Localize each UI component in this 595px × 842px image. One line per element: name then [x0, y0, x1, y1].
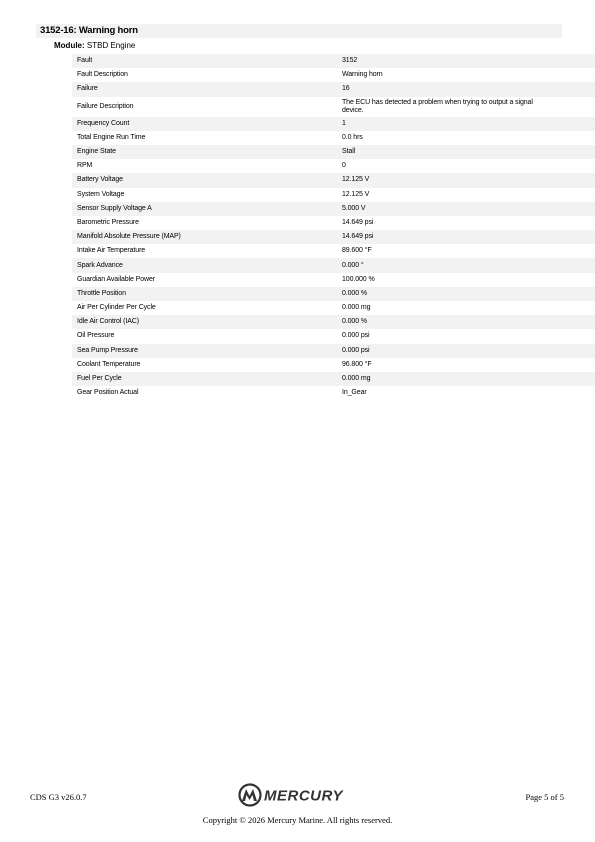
table-row — [72, 386, 595, 400]
row-value: 0.000 % — [342, 318, 367, 326]
row-label: Guardian Available Power — [77, 275, 156, 283]
row-label: Air Per Cylinder Per Cycle — [77, 304, 156, 312]
row-value: Stall — [342, 148, 356, 156]
table-row — [72, 301, 595, 315]
table-row — [72, 230, 595, 244]
table-row — [72, 344, 595, 358]
row-label: Engine State — [77, 148, 116, 156]
row-label: Gear Position Actual — [77, 389, 139, 397]
table-row — [72, 315, 595, 329]
row-label: Sea Pump Pressure — [77, 346, 138, 354]
row-value: The ECU has detected a problem when trying to output a signal device. — [342, 98, 533, 114]
row-label: System Voltage — [77, 190, 125, 198]
table-row — [72, 287, 595, 301]
row-value: 0.000 mg — [342, 304, 371, 312]
table-row — [72, 97, 595, 117]
row-value: 0.000 psi — [342, 332, 370, 340]
row-label: Failure Description — [77, 102, 134, 110]
row-label: RPM — [77, 162, 93, 170]
row-value: 96.800 °F — [342, 360, 372, 368]
table-row — [72, 273, 595, 287]
row-label: Fault Description — [77, 71, 128, 79]
row-value: 12.125 V — [342, 190, 370, 198]
table-row — [72, 216, 595, 230]
row-label: Intake Air Temperature — [77, 247, 146, 255]
row-value: 3152 — [342, 57, 358, 65]
row-label: Fault — [77, 57, 93, 65]
row-label: Oil Pressure — [77, 332, 115, 340]
logo-wordmark: MERCURY — [264, 787, 344, 805]
table-row — [72, 188, 595, 202]
row-value: 0.0 hrs — [342, 133, 363, 141]
row-label: Manifold Absolute Pressure (MAP) — [77, 233, 181, 241]
table-row — [72, 82, 595, 96]
table-row — [72, 202, 595, 216]
table-row — [72, 372, 595, 386]
row-label: Sensor Supply Voltage A — [77, 204, 152, 212]
row-label: Barometric Pressure — [77, 218, 139, 226]
table-row — [72, 68, 595, 82]
row-value: 14.649 psi — [342, 218, 374, 226]
table-row — [72, 244, 595, 258]
table-row — [72, 358, 595, 372]
page-number: Page 5 of 5 — [525, 792, 564, 802]
row-value: 0 — [342, 162, 346, 170]
row-label: Frequency Count — [77, 119, 130, 127]
row-value: 89.600 °F — [342, 247, 372, 255]
row-label: Total Engine Run Time — [77, 133, 146, 141]
row-label: Throttle Position — [77, 289, 126, 297]
table-row — [72, 131, 595, 145]
table-row — [72, 145, 595, 159]
row-value: 5.000 V — [342, 204, 366, 212]
row-value: Warning horn — [342, 71, 383, 79]
mercury-emblem-icon — [240, 785, 261, 806]
copyright-text: Copyright © 2026 Mercury Marine. All rights reserved. — [202, 815, 393, 825]
version-text: CDS G3 v26.0.7 — [30, 792, 87, 802]
table-row — [72, 117, 595, 131]
table-row — [72, 159, 595, 173]
row-label: Battery Voltage — [77, 176, 123, 184]
row-value: 0.000 psi — [342, 346, 370, 354]
row-value: 0.000 ° — [342, 261, 364, 269]
row-label: Idle Air Control (IAC) — [77, 318, 139, 326]
row-value: 0.000 mg — [342, 375, 371, 383]
fault-title: 3152-16: Warning horn — [36, 24, 562, 38]
row-value: 12.125 V — [342, 176, 370, 184]
row-label: Coolant Temperature — [77, 360, 141, 368]
row-label: Fuel Per Cycle — [77, 375, 122, 383]
fault-detail-table — [72, 54, 595, 400]
row-value: 1 — [342, 119, 346, 127]
row-value: 0.000 % — [342, 289, 367, 297]
mercury-logo — [238, 783, 356, 807]
row-value: 14.649 psi — [342, 233, 374, 241]
table-row — [72, 54, 595, 68]
row-label: Spark Advance — [77, 261, 123, 269]
table-row — [72, 329, 595, 343]
table-row — [72, 173, 595, 187]
module-line — [54, 41, 135, 51]
row-label: Failure — [77, 85, 98, 93]
row-value: 100.000 % — [342, 275, 375, 283]
row-value: In_Gear — [342, 389, 367, 397]
table-row — [72, 258, 595, 272]
module-value: STBD Engine — [86, 41, 136, 50]
row-value: 16 — [342, 85, 350, 93]
module-label: Module: — [54, 41, 85, 50]
